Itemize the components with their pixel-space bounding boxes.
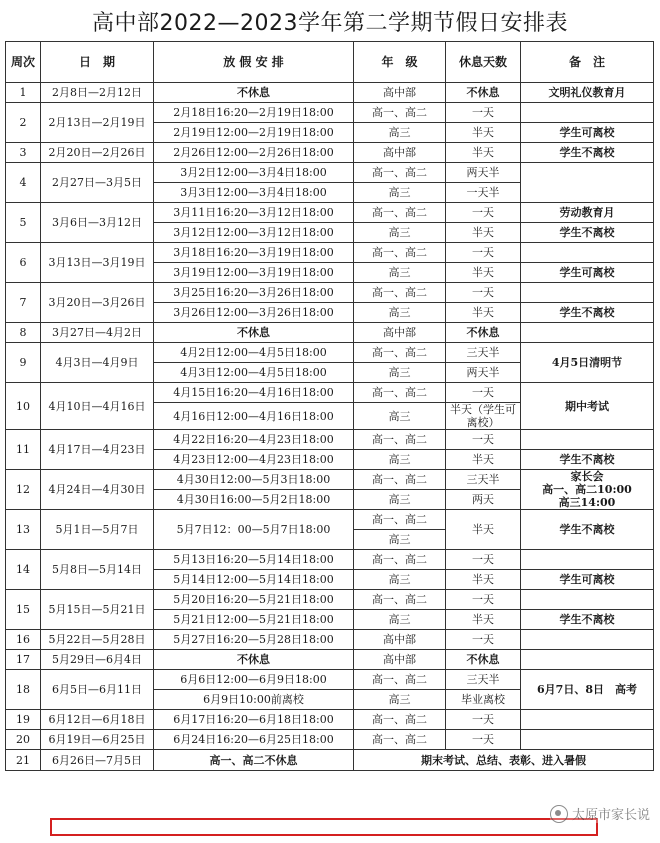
cell-grade: 高一、高二 (354, 670, 446, 690)
table-row (6, 283, 654, 303)
cell-date: 6月26日—7月5日 (41, 750, 154, 771)
cell-week: 6 (6, 243, 41, 283)
header-date: 日 期 (41, 42, 154, 83)
cell-arrangement: 3月18日16:20—3月19日18:00 (154, 243, 354, 263)
cell-arrangement: 6月17日16:20—6月18日18:00 (154, 710, 354, 730)
cell-date: 3月6日—3月12日 (41, 203, 154, 243)
cell-week: 5 (6, 203, 41, 243)
cell-rest-days: 一天 (446, 550, 521, 570)
cell-note (521, 630, 654, 650)
cell-note: 6月7日、8日 高考 (521, 670, 654, 710)
cell-grade: 高三 (354, 403, 446, 430)
cell-note (521, 243, 654, 263)
cell-rest-days: 半天 (446, 570, 521, 590)
cell-grade: 高三 (354, 363, 446, 383)
cell-date: 6月12日—6月18日 (41, 710, 154, 730)
cell-grade: 高中部 (354, 650, 446, 670)
cell-rest-days: 不休息 (446, 83, 521, 103)
cell-rest-days: 半天 (446, 123, 521, 143)
table-body (6, 83, 654, 750)
cell-grade: 高一、高二 (354, 710, 446, 730)
watermark (550, 804, 650, 823)
table-row (6, 470, 654, 490)
cell-date: 3月20日—3月26日 (41, 283, 154, 323)
cell-rest-days: 三天半 (446, 670, 521, 690)
table-row (6, 430, 654, 450)
cell-arrangement: 5月14日12:00—5月14日18:00 (154, 570, 354, 590)
cell-grade: 高三 (354, 610, 446, 630)
cell-note (521, 550, 654, 570)
cell-arrangement: 3月25日16:20—3月26日18:00 (154, 283, 354, 303)
cell-rest-days: 一天 (446, 710, 521, 730)
table-row (6, 630, 654, 650)
cell-arrangement: 2月26日12:00—2月26日18:00 (154, 143, 354, 163)
highlight-box (50, 818, 598, 836)
cell-note: 4月5日清明节 (521, 343, 654, 383)
table-row (6, 243, 654, 263)
cell-rest-days: 一天 (446, 203, 521, 223)
cell-week: 3 (6, 143, 41, 163)
cell-grade: 高一、高二 (354, 730, 446, 750)
cell-arrangement: 4月2日12:00—4月5日18:00 (154, 343, 354, 363)
cell-week: 15 (6, 590, 41, 630)
cell-grade: 高三 (354, 570, 446, 590)
header-notes: 备 注 (521, 42, 654, 83)
table-row (6, 383, 654, 403)
watermark-text: 太原市家长说 (571, 808, 650, 823)
cell-rest-days: 半天 (446, 510, 521, 550)
cell-rest-days: 半天 (446, 303, 521, 323)
cell-rest-days: 一天 (446, 243, 521, 263)
cell-week: 14 (6, 550, 41, 590)
cell-rest-days: 半天 (446, 450, 521, 470)
cell-date: 2月27日—3月5日 (41, 163, 154, 203)
cell-week: 12 (6, 470, 41, 510)
cell-rest-days: 一天 (446, 430, 521, 450)
cell-grade: 高三 (354, 263, 446, 283)
cell-date: 4月3日—4月9日 (41, 343, 154, 383)
cell-note: 劳动教育月 (521, 203, 654, 223)
cell-arrangement: 4月22日16:20—4月23日18:00 (154, 430, 354, 450)
cell-week: 4 (6, 163, 41, 203)
cell-arrangement: 4月3日12:00—4月5日18:00 (154, 363, 354, 383)
cell-grade: 高一、高二 (354, 470, 446, 490)
cell-week: 1 (6, 83, 41, 103)
cell-date: 4月17日—4月23日 (41, 430, 154, 470)
cell-note (521, 650, 654, 670)
cell-grade: 高三 (354, 530, 446, 550)
cell-date: 2月8日—2月12日 (41, 83, 154, 103)
cell-note: 学生不离校 (521, 303, 654, 323)
cell-grade: 高一、高二 (354, 283, 446, 303)
cell-grade: 高一、高二 (354, 590, 446, 610)
cell-arrangement: 6月9日10:00前离校 (154, 690, 354, 710)
cell-rest-days: 一天 (446, 730, 521, 750)
cell-grade: 高三 (354, 183, 446, 203)
cell-rest-days: 一天 (446, 383, 521, 403)
table-row (6, 710, 654, 730)
table-row-last (6, 750, 654, 771)
cell-rest-days: 不休息 (446, 650, 521, 670)
cell-grade: 高一、高二 (354, 383, 446, 403)
cell-note (521, 730, 654, 750)
cell-note: 家长会 高一、高二10:00 高三14:00 (521, 470, 654, 510)
cell-date: 5月29日—6月4日 (41, 650, 154, 670)
cell-week: 8 (6, 323, 41, 343)
cell-arrangement: 4月30日16:00—5月2日18:00 (154, 490, 354, 510)
page-title: 高中部2022—2023学年第二学期节假日安排表 (92, 11, 568, 36)
cell-arrangement: 3月3日12:00—3月4日18:00 (154, 183, 354, 203)
cell-grade: 高三 (354, 690, 446, 710)
cell-week: 21 (6, 750, 41, 771)
cell-arrangement: 5月7日12：00—5月7日18:00 (154, 510, 354, 550)
cell-note: 文明礼仪教育月 (521, 83, 654, 103)
cell-arrangement: 6月6日12:00—6月9日18:00 (154, 670, 354, 690)
table-row (6, 203, 654, 223)
table-row (6, 343, 654, 363)
cell-arrangement: 高一、高二不休息 (154, 750, 354, 771)
cell-arrangement: 4月15日16:20—4月16日18:00 (154, 383, 354, 403)
cell-rest-days: 一天 (446, 590, 521, 610)
cell-grade: 高一、高二 (354, 343, 446, 363)
header-week: 周次 (6, 42, 41, 83)
cell-note (521, 283, 654, 303)
header-row (6, 42, 654, 83)
cell-arrangement: 2月19日12:00—2月19日18:00 (154, 123, 354, 143)
cell-grade: 高中部 (354, 143, 446, 163)
cell-week: 19 (6, 710, 41, 730)
cell-arrangement: 6月24日16:20—6月25日18:00 (154, 730, 354, 750)
cell-grade: 高一、高二 (354, 550, 446, 570)
cell-date: 5月8日—5月14日 (41, 550, 154, 590)
cell-grade: 高一、高二 (354, 103, 446, 123)
cell-note: 学生可离校 (521, 123, 654, 143)
cell-grade: 高一、高二 (354, 163, 446, 183)
cell-arrangement: 5月13日16:20—5月14日18:00 (154, 550, 354, 570)
table-row (6, 103, 654, 123)
cell-note: 学生不离校 (521, 143, 654, 163)
cell-date: 4月10日—4月16日 (41, 383, 154, 430)
cell-week: 13 (6, 510, 41, 550)
cell-rest-days: 一天 (446, 630, 521, 650)
table-row (6, 83, 654, 103)
cell-arrangement: 3月12日12:00—3月12日18:00 (154, 223, 354, 243)
cell-arrangement: 3月2日12:00—3月4日18:00 (154, 163, 354, 183)
cell-note: 学生不离校 (521, 510, 654, 550)
cell-rest-days: 两天半 (446, 163, 521, 183)
cell-grade: 高三 (354, 303, 446, 323)
cell-note (521, 710, 654, 730)
cell-week: 11 (6, 430, 41, 470)
cell-rest-days: 一天 (446, 283, 521, 303)
cell-arrangement: 3月19日12:00—3月19日18:00 (154, 263, 354, 283)
table-row (6, 670, 654, 690)
cell-rest-days: 半天 (446, 143, 521, 163)
cell-rest-days: 半天 (446, 610, 521, 630)
cell-rest-days: 半天 (446, 223, 521, 243)
cell-note: 学生可离校 (521, 570, 654, 590)
cell-week: 16 (6, 630, 41, 650)
cell-note: 学生不离校 (521, 610, 654, 630)
table-row (6, 323, 654, 343)
cell-arrangement: 5月27日16:20—5月28日18:00 (154, 630, 354, 650)
cell-grade: 高中部 (354, 83, 446, 103)
table-row (6, 143, 654, 163)
cell-note (521, 103, 654, 123)
cell-grade: 高中部 (354, 323, 446, 343)
cell-note (521, 590, 654, 610)
cell-grade: 高三 (354, 223, 446, 243)
cell-note: 期末考试、总结、表彰、进入暑假 (354, 750, 654, 771)
cell-week: 9 (6, 343, 41, 383)
cell-date: 5月15日—5月21日 (41, 590, 154, 630)
cell-arrangement: 不休息 (154, 323, 354, 343)
cell-grade: 高中部 (354, 630, 446, 650)
cell-week: 17 (6, 650, 41, 670)
cell-grade: 高一、高二 (354, 430, 446, 450)
cell-grade: 高三 (354, 490, 446, 510)
cell-rest-days: 一天半 (446, 183, 521, 203)
cell-grade: 高一、高二 (354, 203, 446, 223)
cell-note (521, 323, 654, 343)
header-rest-days: 休息天数 (446, 42, 521, 83)
cell-rest-days: 三天半 (446, 470, 521, 490)
cell-week: 10 (6, 383, 41, 430)
cell-grade: 高三 (354, 450, 446, 470)
cell-date: 2月20日—2月26日 (41, 143, 154, 163)
cell-arrangement: 不休息 (154, 650, 354, 670)
cell-arrangement: 4月16日12:00—4月16日18:00 (154, 403, 354, 430)
cell-week: 2 (6, 103, 41, 143)
table-row (6, 650, 654, 670)
cell-note (521, 163, 654, 203)
cell-rest-days: 半天 (446, 263, 521, 283)
cell-arrangement: 3月26日12:00—3月26日18:00 (154, 303, 354, 323)
cell-arrangement: 不休息 (154, 83, 354, 103)
cell-grade: 高一、高二 (354, 243, 446, 263)
cell-note: 学生不离校 (521, 223, 654, 243)
header-grade: 年 级 (354, 42, 446, 83)
cell-note: 学生可离校 (521, 263, 654, 283)
cell-arrangement: 2月18日16:20—2月19日18:00 (154, 103, 354, 123)
table-row (6, 730, 654, 750)
cell-note: 学生不离校 (521, 450, 654, 470)
cell-date: 4月24日—4月30日 (41, 470, 154, 510)
cell-rest-days: 一天 (446, 103, 521, 123)
cell-grade: 高一、高二 (354, 510, 446, 530)
cell-rest-days: 不休息 (446, 323, 521, 343)
cell-rest-days: 三天半 (446, 343, 521, 363)
header-arrangement: 放 假 安 排 (154, 42, 354, 83)
cell-date: 5月1日—5月7日 (41, 510, 154, 550)
cell-rest-days: 毕业离校 (446, 690, 521, 710)
cell-week: 7 (6, 283, 41, 323)
table-row (6, 163, 654, 183)
holiday-schedule-table (5, 41, 654, 771)
cell-arrangement: 5月20日16:20—5月21日18:00 (154, 590, 354, 610)
cell-grade: 高三 (354, 123, 446, 143)
cell-note: 期中考试 (521, 383, 654, 430)
cell-rest-days: 两天半 (446, 363, 521, 383)
table-row (6, 550, 654, 570)
cell-date: 6月19日—6月25日 (41, 730, 154, 750)
table-row (6, 590, 654, 610)
table-row (6, 510, 654, 530)
cell-date: 3月27日—4月2日 (41, 323, 154, 343)
cell-rest-days: 半天（学生可离校） (446, 403, 521, 430)
cell-rest-days: 两天 (446, 490, 521, 510)
cell-arrangement: 4月23日12:00—4月23日18:00 (154, 450, 354, 470)
cell-date: 5月22日—5月28日 (41, 630, 154, 650)
cell-note (521, 430, 654, 450)
cell-date: 3月13日—3月19日 (41, 243, 154, 283)
cell-arrangement: 3月11日16:20—3月12日18:00 (154, 203, 354, 223)
cell-week: 20 (6, 730, 41, 750)
cell-arrangement: 5月21日12:00—5月21日18:00 (154, 610, 354, 630)
wechat-icon (550, 805, 568, 823)
cell-date: 6月5日—6月11日 (41, 670, 154, 710)
cell-arrangement: 4月30日12:00—5月3日18:00 (154, 470, 354, 490)
cell-date: 2月13日—2月19日 (41, 103, 154, 143)
cell-week: 18 (6, 670, 41, 710)
